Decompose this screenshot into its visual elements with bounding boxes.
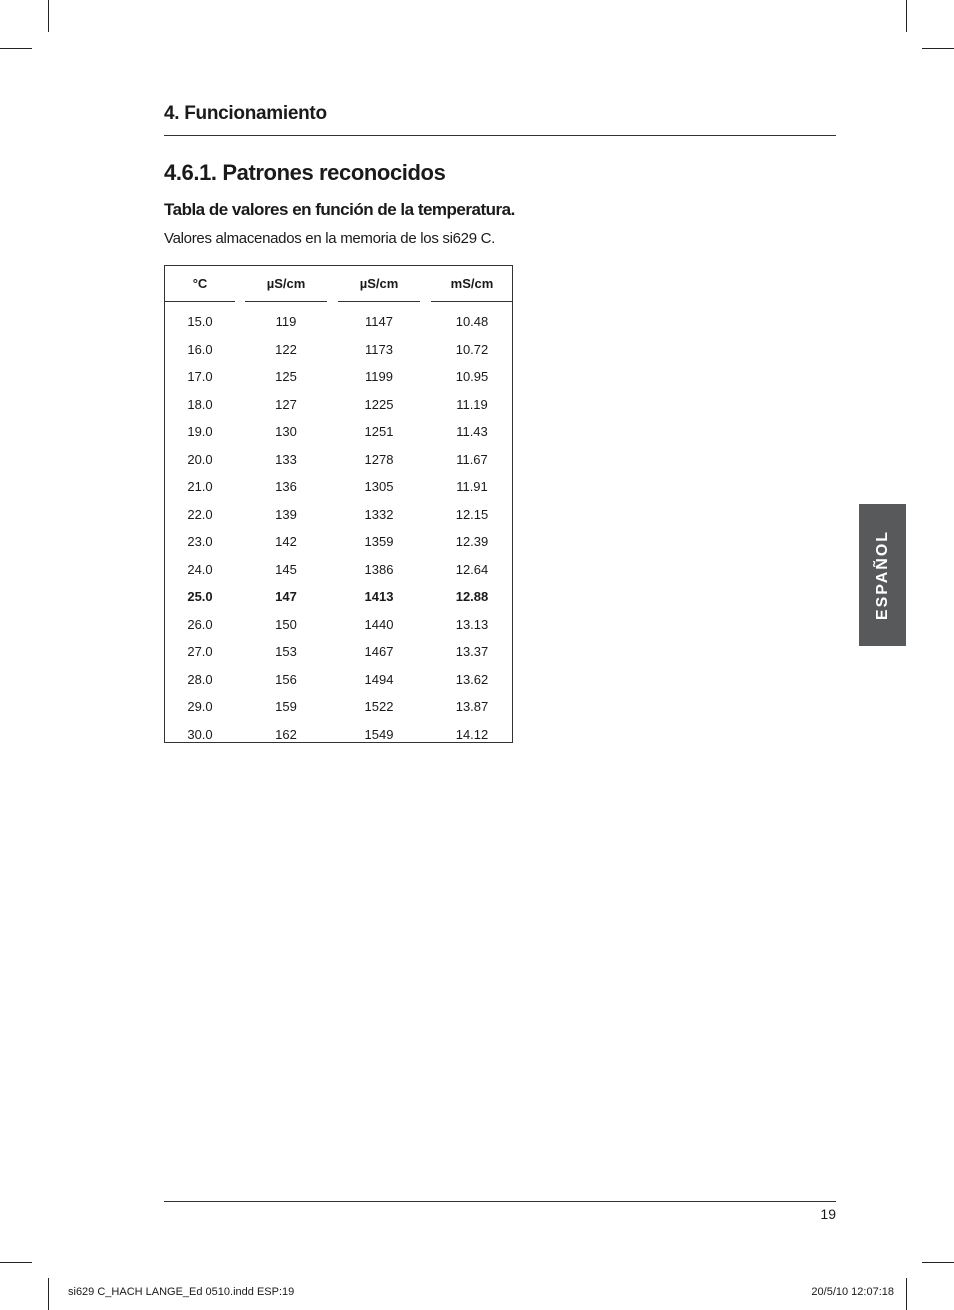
table-cell: 127 [275, 396, 297, 412]
table-cell: 1386 [364, 561, 394, 577]
table-cell: 156 [275, 671, 297, 687]
page-number: 19 [820, 1206, 836, 1222]
table-cell: 162 [275, 726, 297, 742]
table-row [165, 699, 512, 719]
table-cell: 25.0 [187, 589, 213, 604]
table-cell: 21.0 [187, 479, 213, 494]
table-cell: 1440 [364, 616, 394, 632]
table-cell: 12.64 [455, 561, 489, 577]
table-cell: 28.0 [187, 671, 213, 687]
print-slug-file: si629 C_HACH LANGE_Ed 0510.indd ESP:19 [68, 1286, 295, 1298]
table-cell: 13.62 [455, 671, 489, 687]
crop-mark [0, 1262, 32, 1263]
language-tab-label: ESPAÑOL [873, 529, 891, 621]
header-underline [165, 301, 235, 302]
table-cell: 130 [275, 424, 297, 439]
table-cell: 150 [275, 616, 297, 632]
table-cell: 1251 [364, 424, 394, 439]
table-cell: 13.87 [455, 699, 489, 714]
table-cell: 29.0 [187, 699, 213, 714]
table-cell: 119 [275, 314, 297, 329]
header-underline [431, 301, 513, 302]
table-cell: 1332 [364, 506, 394, 522]
table-row [165, 479, 512, 499]
table-row [165, 589, 512, 609]
table-cell: 1522 [364, 699, 394, 714]
table-cell: 1494 [364, 671, 394, 687]
table-cell: 1305 [364, 479, 394, 494]
table-cell: 139 [275, 506, 297, 522]
crop-mark [48, 0, 49, 32]
table-cell: 153 [275, 644, 297, 659]
table-cell: 1173 [365, 341, 393, 357]
crop-mark [48, 1278, 49, 1310]
table-cell: 12.39 [455, 534, 489, 549]
table-row [165, 534, 512, 554]
table-subtitle: Valores almacenados en la memoria de los si629 C. [164, 230, 496, 247]
table-row [165, 342, 512, 362]
table-row [165, 562, 512, 582]
table-header-us2: µS/cm [359, 276, 399, 291]
table-row [165, 617, 512, 637]
table-cell: 30.0 [187, 726, 213, 742]
table-cell: 26.0 [187, 616, 213, 632]
values-table [164, 265, 513, 743]
table-cell: 27.0 [187, 644, 213, 659]
table-cell: 1359 [364, 534, 394, 549]
table-cell: 23.0 [187, 534, 213, 549]
table-cell: 12.88 [455, 589, 489, 604]
table-cell: 147 [275, 589, 297, 604]
header-rule [164, 135, 836, 136]
table-cell: 19.0 [187, 424, 213, 439]
table-cell: 11.91 [456, 479, 488, 494]
table-cell: 11.67 [456, 451, 488, 467]
table-header-temp: °C [192, 276, 208, 291]
table-header-ms: mS/cm [450, 276, 494, 291]
table-cell: 13.13 [455, 616, 489, 632]
table-cell: 136 [275, 479, 297, 494]
table-cell: 10.95 [455, 369, 489, 384]
table-row [165, 452, 512, 472]
table-cell: 1549 [364, 726, 394, 742]
table-cell: 1467 [364, 644, 394, 659]
table-cell: 24.0 [187, 561, 213, 577]
table-cell: 159 [275, 699, 297, 714]
table-cell: 1413 [364, 589, 394, 604]
table-row [165, 644, 512, 664]
table-cell: 13.37 [455, 644, 489, 659]
table-cell: 1199 [365, 369, 393, 384]
crop-mark [922, 48, 954, 49]
table-header-us1: µS/cm [266, 276, 306, 291]
table-row [165, 672, 512, 692]
table-row [165, 507, 512, 527]
table-cell: 22.0 [187, 506, 213, 522]
table-cell: 18.0 [187, 396, 213, 412]
table-cell: 1147 [365, 314, 393, 329]
table-cell: 20.0 [187, 451, 213, 467]
subsection-title: 4.6.1. Patrones reconocidos [164, 160, 446, 185]
crop-mark [906, 0, 907, 32]
table-cell: 11.19 [456, 396, 488, 412]
table-cell: 145 [275, 561, 297, 577]
table-cell: 16.0 [187, 341, 213, 357]
table-cell: 122 [275, 341, 297, 357]
table-cell: 14.12 [455, 726, 489, 742]
table-cell: 142 [275, 534, 297, 549]
table-cell: 10.48 [455, 314, 489, 329]
table-cell: 12.15 [455, 506, 489, 522]
table-cell: 133 [275, 451, 297, 467]
crop-mark [906, 1278, 907, 1310]
table-row [165, 727, 512, 747]
table-row [165, 397, 512, 417]
table-row [165, 314, 512, 334]
language-tab [859, 504, 906, 646]
table-cell: 125 [275, 369, 297, 384]
crop-mark [0, 48, 32, 49]
table-row [165, 369, 512, 389]
crop-mark [922, 1262, 954, 1263]
header-underline [338, 301, 420, 302]
table-cell: 1225 [364, 396, 394, 412]
table-cell: 1278 [364, 451, 394, 467]
table-title: Tabla de valores en función de la temperatura. [164, 200, 515, 219]
table-cell: 15.0 [187, 314, 213, 329]
table-cell: 10.72 [455, 341, 489, 357]
table-cell: 17.0 [187, 369, 213, 384]
footer-rule [164, 1201, 836, 1202]
table-cell: 11.43 [456, 424, 488, 439]
section-title: 4. Funcionamiento [164, 103, 327, 124]
table-row [165, 424, 512, 444]
print-slug-date: 20/5/10 12:07:18 [811, 1286, 894, 1298]
header-underline [245, 301, 327, 302]
